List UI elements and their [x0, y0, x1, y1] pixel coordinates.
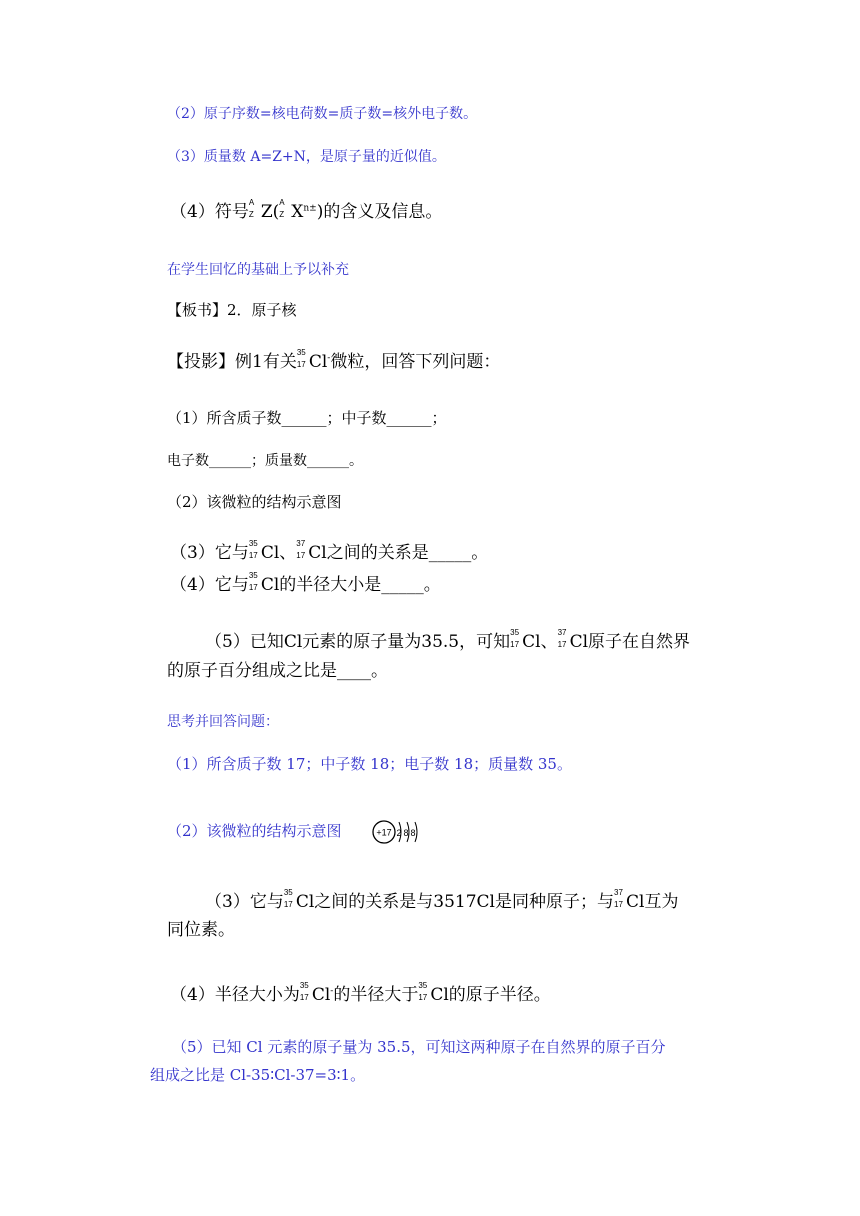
- answer-4: （4）半径大小为 35 17 Cl-的半径大于 35 17 Cl的原子半径。: [170, 981, 551, 1005]
- review-line-3: （3）质量数 A=Z+N，是原子量的近似值。: [167, 149, 446, 165]
- student-note: 思考并回答问题：: [167, 714, 279, 730]
- board-heading: 【板书】2．原子核: [167, 301, 297, 319]
- answer-3-line1: （3）它与 35 17 Cl之间的关系是与3517Cl是同种原子；与 37 17 Cl互为: [205, 888, 679, 912]
- shell-electrons-label: 288: [396, 828, 418, 838]
- answer-3-line2: 同位素。: [167, 920, 235, 940]
- answer-2: （2）该微粒的结构示意图: [167, 822, 342, 840]
- question-1a: （1）所含质子数______；中子数______；: [167, 409, 447, 427]
- review-line-2: （2）原子序数=核电荷数=质子数=核外电子数。: [167, 106, 478, 122]
- answer-5-line1: （5）已知 Cl 元素的原子量为 35.5，可知这两种原子在自然界的原子百分: [172, 1038, 666, 1056]
- question-5-line1: （5）已知Cl元素的原子量为35.5，可知 35 17 Cl、 37 17 Cl原子在自然界: [205, 628, 691, 652]
- nucleus-label: +17: [376, 827, 392, 838]
- teacher-note: 在学生回忆的基础上予以补充: [167, 262, 349, 278]
- question-5-line2: 的原子百分组成之比是____。: [167, 661, 388, 681]
- answer-1: （1）所含质子数 17；中子数 18；电子数 18；质量数 35。: [167, 755, 572, 773]
- question-2: （2）该微粒的结构示意图: [167, 493, 342, 511]
- question-3: （3）它与 35 17 Cl、 37 17 Cl之间的关系是_____。: [170, 539, 489, 563]
- atom-structure-diagram: [370, 816, 430, 848]
- answer-5-line2: 组成之比是 Cl-35∶Cl-37=3∶1。: [150, 1066, 366, 1084]
- projection-heading: 【投影】例1有关 35 17 Cl-微粒，回答下列问题：: [167, 348, 501, 372]
- question-1b: 电子数______；质量数______。: [167, 453, 363, 469]
- question-4: （4）它与 35 17 Cl的半径大小是_____。: [170, 571, 441, 595]
- review-line-4: （4）符号 A Z Z( A Z $X^{n\pm}$)的含义及信息。: [170, 198, 443, 222]
